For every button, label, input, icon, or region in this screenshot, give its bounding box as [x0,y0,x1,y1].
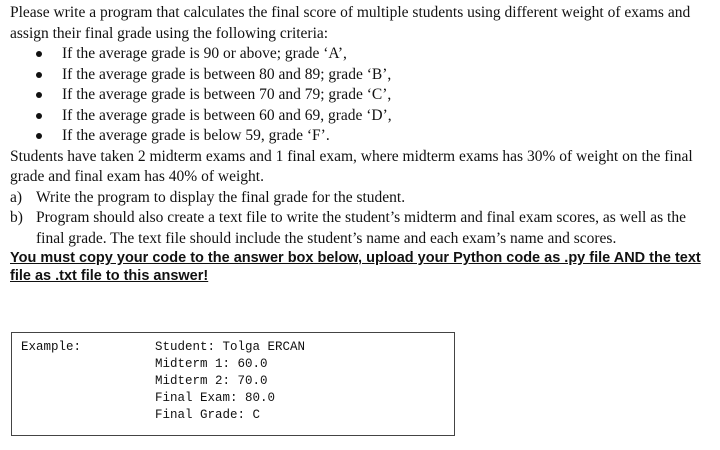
weights-paragraph: Students have taken 2 midterm exams and 1 final exam, where midterm exams has 30% of weight on the final grade and final exam has 40% of weight. [10,147,693,185]
criteria-item: If the average grade is between 60 and 69, grade ‘D’, [10,106,710,127]
example-line: Midterm 1: 60.0 [155,357,268,371]
grade-criteria-list [10,44,710,147]
example-line: Midterm 2: 70.0 [155,374,268,388]
task-list [10,188,710,250]
criteria-item: If the average grade is between 80 and 89; grade ‘B’, [10,65,710,86]
example-line: Final Grade: C [155,408,261,422]
example-label: Example: [21,340,82,354]
task-mark: b) [10,209,23,226]
task-mark: a) [10,188,23,206]
task-text: Write the program to display the final grade for the student. [36,188,406,206]
criteria-item: If the average grade is below 59, grade ‘F’. [10,126,710,147]
example-output-box [11,332,455,436]
example-line: Student: Tolga ERCAN [155,340,306,354]
intro-paragraph: Please write a program that calculates the final score of multiple students using different weight of exams and assign their final grade using the following criteria: [10,4,691,42]
question-text [10,3,710,285]
example-lines [155,339,305,424]
task-item-b [10,208,710,249]
submission-notice: You must copy your code to the answer box below, upload your Python code as .py file AND the text file as .txt file to this answer! [10,250,701,284]
task-item-a [10,188,710,209]
criteria-item: If the average grade is 90 or above; grade ‘A’, [10,44,710,65]
task-text: Program should also create a text file to write the student’s midterm and final exam scores, as well as the final grade. The text file should include the student’s name and each exam’s name and scores. [36,209,686,247]
example-line: Final Exam: 80.0 [155,391,276,405]
criteria-item: If the average grade is between 70 and 79; grade ‘C’, [10,85,710,106]
